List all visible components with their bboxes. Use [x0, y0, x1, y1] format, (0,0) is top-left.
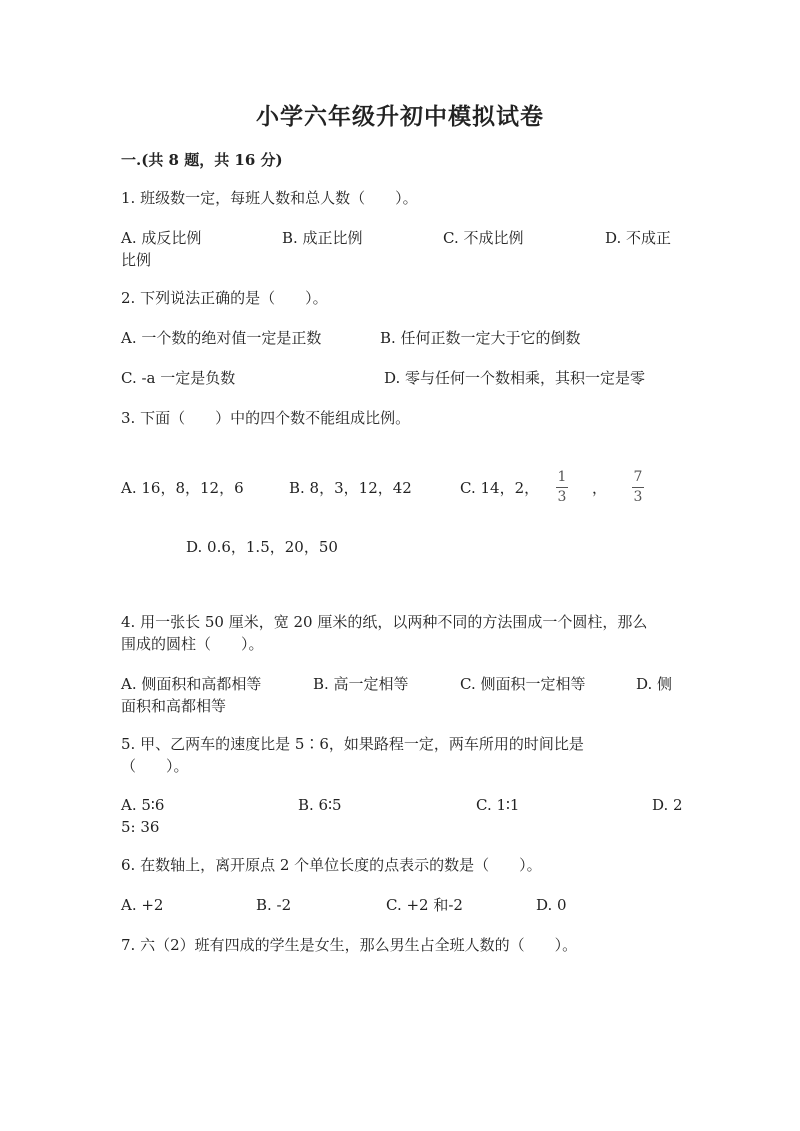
question-2-option-b: B. 任何正数一定大于它的倒数 [380, 329, 581, 347]
question-4-option-b: B. 高一定相等 [313, 675, 409, 693]
question-3-comma: ， [592, 479, 608, 497]
question-7-stem: 7. 六（2）班有四成的学生是女生，那么男生占全班人数的（ ）。 [121, 936, 578, 954]
question-1-option-b: B. 成正比例 [282, 229, 363, 247]
page-title: 小学六年级升初中模拟试卷 [256, 103, 544, 130]
question-1-option-d: D. 不成正 [605, 229, 672, 247]
fraction-2-denominator: 3 [633, 489, 643, 505]
question-3-option-b: B. 8，3，12，42 [289, 479, 412, 497]
question-3-option-a: A. 16，8，12，6 [121, 479, 244, 497]
question-2-option-d: D. 零与任何一个数相乘，其积一定是零 [384, 369, 646, 387]
question-1-option-d-wrap: 比例 [121, 251, 152, 269]
question-4-option-d: D. 侧 [636, 675, 673, 693]
question-1-stem: 1. 班级数一定，每班人数和总人数（ ）。 [121, 189, 418, 207]
question-6-option-d: D. 0 [536, 896, 567, 914]
question-5-option-c: C. 1∶1 [476, 796, 520, 814]
question-5-option-d: D. 2 [652, 796, 683, 814]
question-4-stem-line-1: 4. 用一张长 50 厘米，宽 20 厘米的纸，以两种不同的方法围成一个圆柱，那么 [121, 613, 648, 631]
question-3-stem: 3. 下面（ ）中的四个数不能组成比例。 [121, 409, 411, 427]
question-3-option-d: D. 0.6，1.5，20，50 [186, 538, 338, 556]
fraction-1-denominator: 3 [557, 489, 567, 505]
question-5-option-a: A. 5∶6 [121, 796, 165, 814]
question-1-option-a: A. 成反比例 [121, 229, 202, 247]
section-heading: 一.(共 8 题，共 16 分) [121, 151, 283, 169]
question-3-fraction-2 [632, 470, 644, 505]
question-4-stem-line-2: 围成的圆柱（ ）。 [121, 635, 264, 653]
question-6-option-a: A. +2 [121, 896, 164, 914]
question-2-option-c: C. -a 一定是负数 [121, 369, 236, 387]
fraction-1-numerator: 1 [557, 469, 567, 485]
question-2-stem: 2. 下列说法正确的是（ ）。 [121, 289, 328, 307]
question-4-option-c: C. 侧面积一定相等 [460, 675, 586, 693]
question-5-stem-line-2: （ ）。 [121, 757, 189, 775]
fraction-2-bar [632, 487, 644, 488]
question-2-option-a: A. 一个数的绝对值一定是正数 [121, 329, 322, 347]
fraction-2-numerator: 7 [633, 469, 643, 485]
question-5-option-d-wrap: 5: 36 [121, 818, 160, 836]
question-1-option-c: C. 不成比例 [443, 229, 524, 247]
question-3-option-c: C. 14，2， [460, 479, 540, 497]
question-5-option-b: B. 6∶5 [298, 796, 342, 814]
question-4-option-a: A. 侧面积和高都相等 [121, 675, 262, 693]
question-5-stem-line-1: 5. 甲、乙两车的速度比是 5∶6，如果路程一定，两车所用的时间比是 [121, 735, 584, 753]
question-3-fraction-1 [556, 470, 568, 505]
question-6-stem: 6. 在数轴上，离开原点 2 个单位长度的点表示的数是（ ）。 [121, 856, 542, 874]
fraction-1-bar [556, 487, 568, 488]
question-6-option-c: C. +2 和-2 [386, 896, 463, 914]
question-4-option-d-wrap: 面积和高都相等 [121, 697, 227, 715]
question-6-option-b: B. -2 [256, 896, 292, 914]
